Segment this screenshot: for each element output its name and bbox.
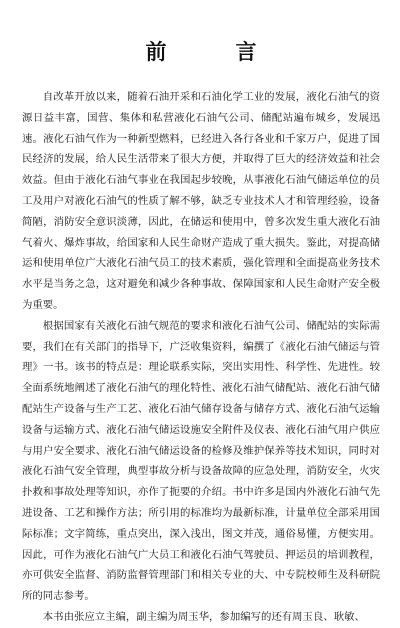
paragraph-3: 本书由张应立主编，副主编为周玉华，参加编写的还有周玉良、耿敏、 <box>42 610 365 623</box>
paragraph-1: 自改革开放以来，随着石油开采和石油化学工业的发展，液化石油气的资源日益丰富，国营、集体和私营液化石油气公司、储配站遍布城乡，发展迅速。液化石油气作为一种新型燃料，已经进入各行各业和千家万户，促进了国民经济的发展，给人民生活带来了很大方便，并取得了巨大的经济效益和社会效益。但由于液化石油气事业在我国起步较晚，从事液化石油气储运单位的员工及用户对液化石油气的性质了解不够，缺乏专业技术人才和管理经验，设备简陋，消防安全意识淡薄，因此，在储运和使用中，曾多次发生重大液化石油气着火、爆炸事故，给国家和人民生命财产造成了重大损失。鉴此，对提高储运和使用单位广大液化石油气员工的技术素质，强化管理和全面提高业务技术水平是当务之急，这对避免和减少各种事故、保障国家和人民生命财产安全极为重要。 <box>22 91 380 311</box>
body-text <box>22 87 380 628</box>
paragraph-2: 根据国家有关液化石油气规范的要求和液化石油气公司、储配站的实际需要，我们在有关部门的指导下，广泛收集资料，编撰了《液化石油气储运与管理》一书。该书的特点是：理论联系实际，突出实用性、科学性、先进性。较全面系统地阐述了液化石油气的理化特性、液化石油气储配站、液化石油气储配站生产设备与生产工艺、液化石油气储存设备与储存方式、液化石油气运输设备与运输方式、液化石油气储运设施安全附件及仪表、液化石油气用户供应与用户安全要求、液化石油气储运设备的检修及维护保养等技术知识，同时对液化石油气安全管理，典型事故分析与设备故障的应急处理，消防安全，火灾扑救和事故处理等知识，亦作了扼要的介绍。书中许多是国内外液化石油气先进设备、工艺和操作方法；所引用的标准均为最新标准，计量单位全部采用国际标准；文字简练，重点突出，深入浅出，图文并茂，通俗易懂，方便实用。因此，可作为液化石油气广大员工和液化石油气驾驶员、押运员的培训教程，亦可供安全监督、消防监督管理部门和相关专业的大、中专院校师生及科研院所的同志参考。 <box>22 319 380 603</box>
page-title: 前 言 <box>145 40 281 64</box>
